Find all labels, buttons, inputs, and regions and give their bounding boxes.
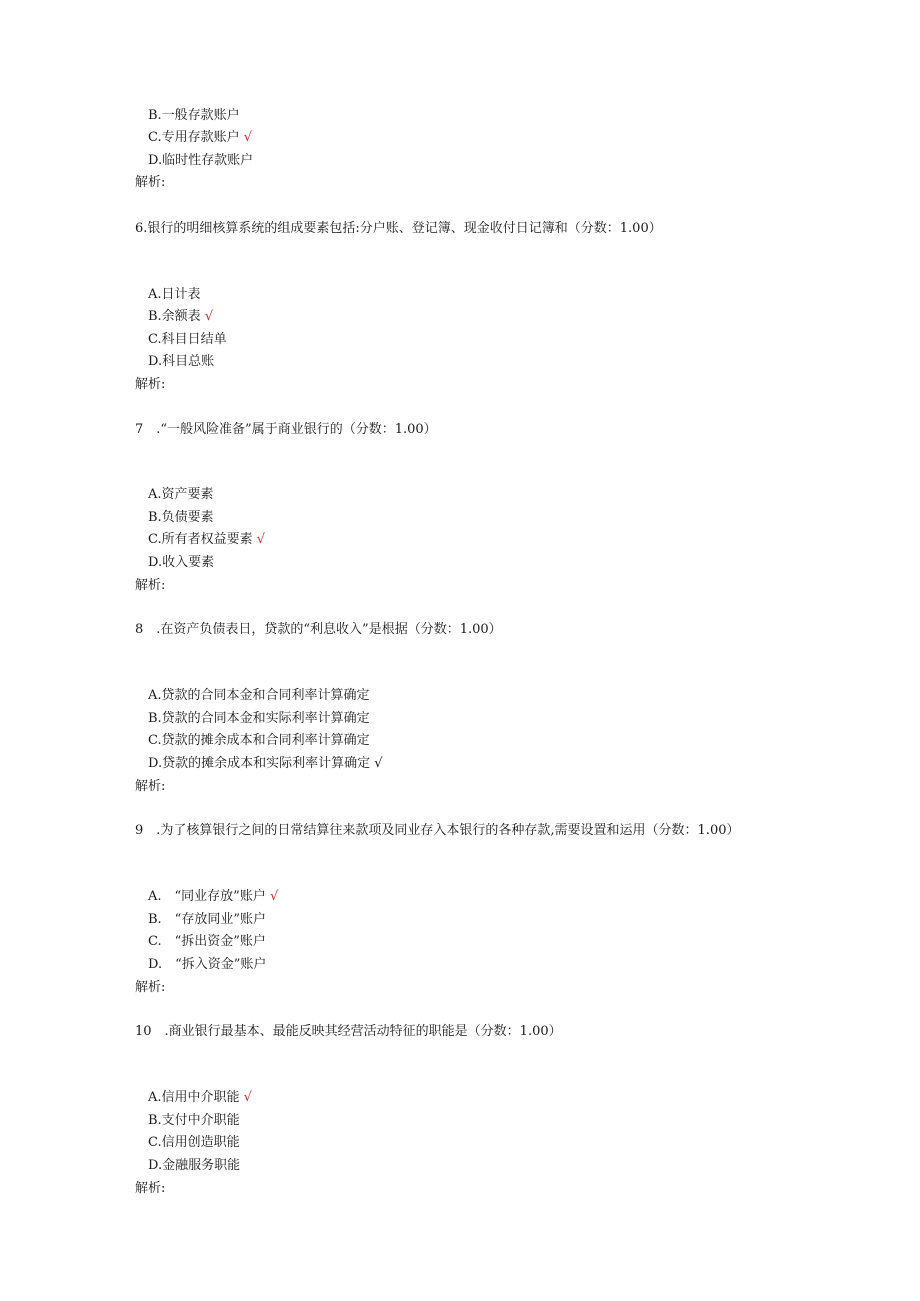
option-text: A.信用中介职能 xyxy=(148,1090,240,1105)
correct-check-icon: √ xyxy=(269,889,279,904)
option-text: A. “同业存放”账户 xyxy=(148,889,266,904)
option-line xyxy=(148,532,265,548)
option-text: A.贷款的合同本金和合同利率计算确定 xyxy=(148,688,370,703)
analysis-label: 解析: xyxy=(135,578,166,593)
analysis-label: 解析: xyxy=(135,175,166,190)
option-text: D.临时性存款账户 xyxy=(148,153,254,168)
option-line xyxy=(148,711,370,727)
correct-check-icon: √ xyxy=(256,532,266,547)
question-text: 8 .在资产负债表日，贷款的“利息收入”是根据（分数：1.00） xyxy=(135,622,502,637)
option-line xyxy=(148,487,214,503)
option-line xyxy=(148,108,240,124)
correct-check-icon: √ xyxy=(243,1090,252,1105)
option-text: D.金融服务职能 xyxy=(148,1158,241,1173)
option-line xyxy=(148,688,370,704)
option-text: C. “拆出资金”账户 xyxy=(148,934,266,949)
analysis-label: 解析: xyxy=(135,377,166,392)
option-line xyxy=(148,555,214,571)
option-text: C.所有者权益要素 xyxy=(148,532,253,547)
option-line xyxy=(148,912,266,928)
option-text: B. “存放同业”账户 xyxy=(148,912,266,927)
correct-check-icon: √ xyxy=(243,130,253,145)
correct-check-icon: √ xyxy=(204,309,214,324)
option-line xyxy=(148,130,252,146)
question-text: 10 .商业银行最基本、最能反映其经营活动特征的职能是（分数：1.00） xyxy=(135,1024,562,1039)
option-line xyxy=(148,1158,240,1174)
option-line xyxy=(148,309,213,325)
option-line xyxy=(148,354,214,370)
option-line xyxy=(148,1090,252,1106)
option-line xyxy=(148,934,266,950)
option-line xyxy=(148,287,201,303)
option-line xyxy=(148,510,214,526)
option-line xyxy=(148,957,266,973)
option-line xyxy=(148,756,383,772)
option-line xyxy=(148,332,227,348)
analysis-label: 解析: xyxy=(135,980,166,995)
option-text: D. “拆入资金”账户 xyxy=(148,957,267,972)
option-text: B.负债要素 xyxy=(148,510,214,525)
option-text: D.收入要素 xyxy=(148,555,215,570)
question-text: 6.银行的明细核算系统的组成要素包括:分户账、登记簿、现金收付日记簿和（分数：1.00） xyxy=(135,221,662,236)
correct-check-icon: √ xyxy=(374,756,383,771)
option-text: B.一般存款账户 xyxy=(148,108,240,123)
option-text: C.贷款的摊余成本和合同利率计算确定 xyxy=(148,733,370,748)
option-text: C.信用创造职能 xyxy=(148,1135,240,1150)
option-text: A.日计表 xyxy=(148,287,201,302)
option-line xyxy=(148,153,253,169)
question-text: 7 .“一般风险准备”属于商业银行的（分数：1.00） xyxy=(135,422,437,437)
option-text: D.贷款的摊余成本和实际利率计算确定 xyxy=(148,756,371,771)
analysis-label: 解析: xyxy=(135,1181,166,1196)
option-line xyxy=(148,889,278,905)
option-text: D.科目总账 xyxy=(148,354,215,369)
question-text: 9 .为了核算银行之间的日常结算往来款项及同业存入本银行的各种存款,需要设置和运用（分数：1.00） xyxy=(135,823,740,838)
option-line xyxy=(148,733,370,749)
option-text: B.支付中介职能 xyxy=(148,1113,240,1128)
analysis-label: 解析: xyxy=(135,779,166,794)
option-text: A.资产要素 xyxy=(148,487,214,502)
option-text: C.专用存款账户 xyxy=(148,130,240,145)
option-text: C.科目日结单 xyxy=(148,332,227,347)
option-line xyxy=(148,1135,240,1151)
option-text: B.余额表 xyxy=(148,309,201,324)
option-line xyxy=(148,1113,240,1129)
option-text: B.贷款的合同本金和实际利率计算确定 xyxy=(148,711,370,726)
